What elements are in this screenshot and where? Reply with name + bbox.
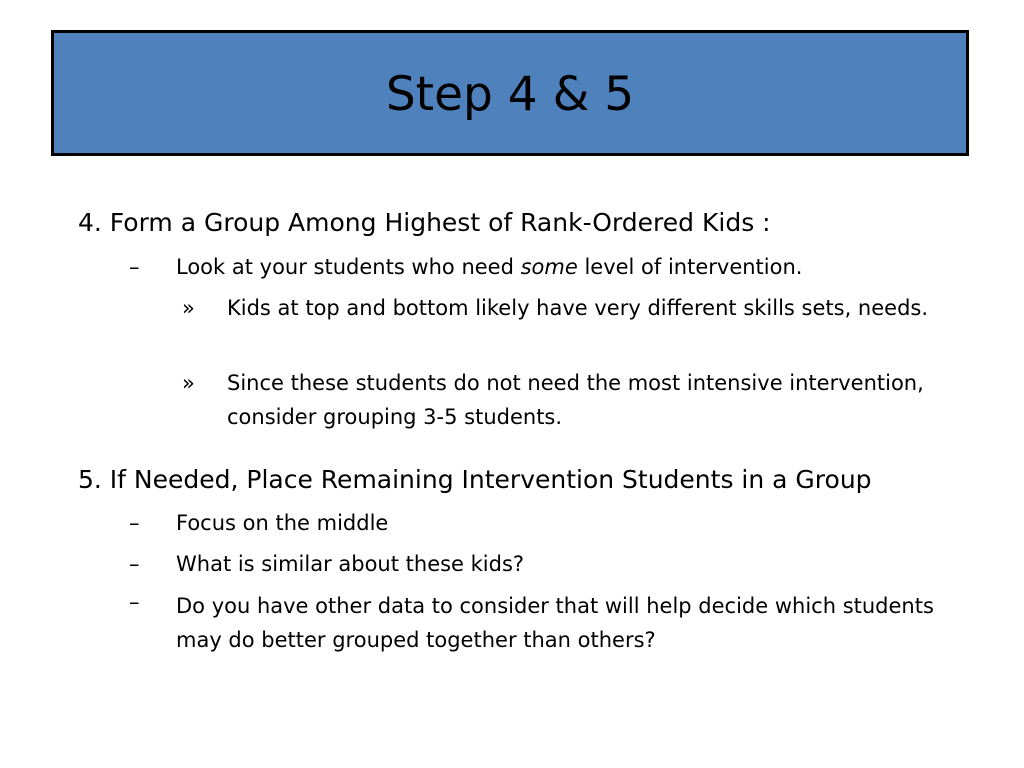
- step4-subpoint: [176, 254, 802, 281]
- step4-subpoint-text-end: level of intervention.: [577, 255, 803, 279]
- step4-chevron-bullet-2: »: [182, 371, 195, 395]
- step4-heading: 4. Form a Group Among Highest of Rank-Ordered Kids :: [78, 208, 771, 237]
- step4-detail-2: Since these students do not need the most intensive intervention, consider grouping 3-5 students.: [227, 371, 924, 429]
- step5-heading: 5. If Needed, Place Remaining Intervention Students in a Group: [78, 465, 872, 494]
- step4-detail-1: Kids at top and bottom likely have very different skills sets, needs.: [227, 296, 929, 320]
- step4-subpoint-emphasis: some: [520, 255, 578, 279]
- step5-item-2: What is similar about these kids?: [176, 552, 525, 576]
- step5-dash-bullet-1: –: [129, 511, 140, 535]
- step4-chevron-bullet-1: »: [182, 296, 195, 320]
- step5-item-3: Do you have other data to consider that will help decide which students may do better grouped together than others?: [176, 594, 934, 652]
- step5-dash-bullet-2: –: [129, 552, 140, 576]
- slide-title: Step 4 & 5: [385, 66, 635, 122]
- step4-dash-bullet: –: [129, 255, 140, 279]
- step5-item-1: Focus on the middle: [176, 511, 389, 535]
- step5-dash-bullet-3: –: [129, 590, 140, 614]
- step4-subpoint-text-start: Look at your students who need: [176, 255, 521, 279]
